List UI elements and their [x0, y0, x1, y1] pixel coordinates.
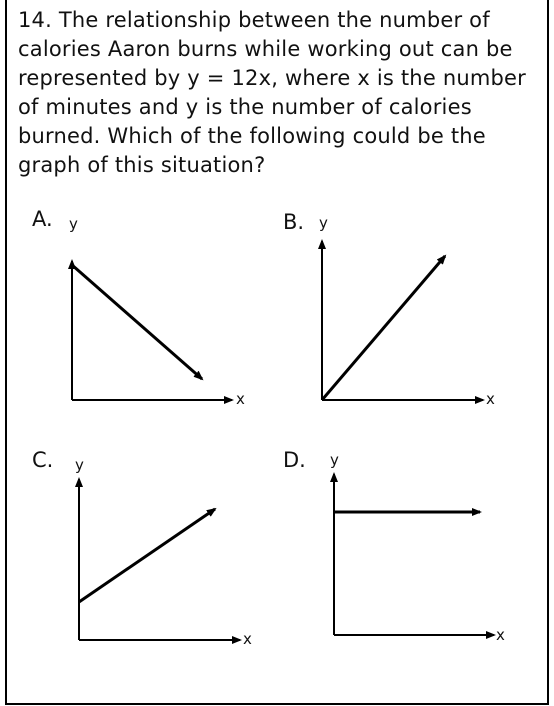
option-c-label: C. — [32, 448, 54, 472]
graph-c — [79, 479, 240, 640]
option-c-x-label: x — [243, 630, 252, 648]
option-a-label: A. — [32, 207, 53, 231]
option-d-label: D. — [283, 448, 306, 472]
option-a-y-label: y — [69, 215, 78, 233]
question-text: 14. The relationship between the number of calories Aaron burns while working out can be represented by y = 12x, where x is the number of minutes and y is the number of calories burned. Which of the following could be the graph of this situation? — [18, 8, 526, 177]
graph-c-line — [79, 509, 215, 602]
graph-d — [334, 474, 494, 635]
option-d-y-label: y — [330, 451, 339, 469]
option-d-x-label: x — [496, 626, 505, 644]
option-b-x-label: x — [486, 390, 495, 408]
graph-b-line — [322, 256, 445, 400]
graph-a — [72, 261, 232, 400]
graph-b — [322, 241, 483, 400]
option-b-label: B. — [283, 210, 305, 234]
option-a-x-label: x — [236, 390, 245, 408]
option-c-y-label: y — [75, 456, 84, 474]
graph-a-line — [72, 265, 202, 379]
option-b-y-label: y — [319, 214, 328, 232]
